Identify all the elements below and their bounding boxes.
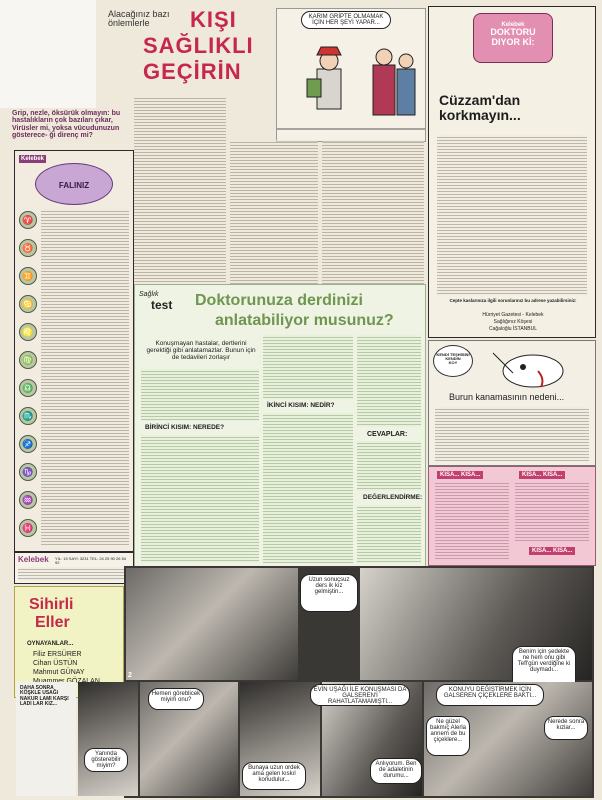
caption-2: Benim için şedekte ne hem onu gibi Tefl'gün verdiğine ki duymadı... <box>512 646 576 694</box>
horoscope-badge: Kelebek <box>21 156 45 162</box>
headline-lead: Alacağınız bazı önlemlerle <box>108 9 170 29</box>
masthead-info: YIL: 15 SAYI: 3231 TEL: 24 25 90 26 54 92 <box>55 556 127 566</box>
sihirli-title-1: Sihirli <box>29 596 74 613</box>
horoscope-column <box>14 150 134 552</box>
caption-6: Bunaya uzun ordek ama gelen kıskıl konudulur... <box>242 762 306 790</box>
test-tag-1: Sağlık <box>139 291 159 298</box>
article-column-3 <box>322 140 424 284</box>
nosebleed-badge-2: KENDİN <box>445 356 461 362</box>
caption-7: EVİN UŞAĞI İLE KONUŞMASI DA GALSEREN'İ RAHATLATAMAMIŞTI... <box>310 684 410 706</box>
zodiac-sign-icon: ♒ <box>19 491 37 509</box>
sihirli-cast-2: Cihan ÜSTÜN <box>33 660 78 667</box>
test-part2-options <box>263 413 353 563</box>
caption-9: KONUYU DEĞİŞTİRMEK İÇİN GALSEREN ÇİÇEKLERE BAKTI... <box>436 684 544 706</box>
doctor-address-1: Hürriyet Gazetesi - Kelebek <box>482 312 544 318</box>
sihirli-cast-1: Filiz ERSÜRER <box>33 651 82 658</box>
nosebleed-headline: Burun kanamasının nedeni... <box>449 392 565 402</box>
horoscope-title: FALINIZ <box>58 181 90 190</box>
cartoon-panel <box>276 8 426 142</box>
test-part1: BİRİNCİ KISIM: NEREDE? <box>145 424 225 431</box>
test-eval <box>357 505 421 563</box>
horoscope-title-badge <box>35 163 113 205</box>
test-section <box>134 284 426 572</box>
doctor-footer: Cepte kaslarınıza ilgili sorunlarınız bu adrese yazabilirsiniz: <box>449 298 577 303</box>
kisa-kisa-box <box>428 466 596 566</box>
doctor-article <box>437 135 587 295</box>
masthead-name: Kelebek <box>18 555 49 564</box>
zodiac-sign-icon: ♋ <box>19 295 37 313</box>
doctor-address-2: Sağlığınız Köşesi <box>493 319 533 325</box>
kisa-label-2: KISA... KISA... <box>519 471 565 479</box>
intro-text: Grip, nezle, öksürük olmayın: bu hastalıkların çok bazıları çıkar, Virüsler mi, yoksa vücudunuzun gösterece- ği direnç mi? <box>12 110 121 140</box>
photo-3 <box>78 682 138 796</box>
nosebleed-article <box>435 407 589 461</box>
horoscope-text <box>41 209 129 545</box>
zodiac-sign-icon: ♑ <box>19 463 37 481</box>
caption-10: Ne güzel bakmıç Alerla annem de bu çiçeklere... <box>426 716 470 756</box>
zodiac-sign-icon: ♍ <box>19 351 37 369</box>
headline-title-3: GEÇİRİN <box>143 59 242 84</box>
headline-title-1: KIŞI <box>190 7 237 32</box>
caption-5: Hemen göreblicek miyim onu? <box>148 688 204 710</box>
masthead-box <box>14 552 134 584</box>
nosebleed-badge-1: KENDİ TEŞHİSİNİ <box>436 352 470 357</box>
kisa-text-2 <box>515 481 589 543</box>
test-title-2: anlatabiliyor musunuz? <box>215 312 394 329</box>
zodiac-sign-icon: ♉ <box>19 239 37 257</box>
test-text-1 <box>141 369 259 421</box>
kisa-label-3: KISA... KISA... <box>529 547 575 555</box>
doctor-badge-line3: DIYOR Kİ: <box>491 36 535 47</box>
test-title-1: Doktorunuza derdinizi <box>195 292 363 309</box>
zodiac-icon-list <box>19 211 39 547</box>
doctor-badge-line1: Kelebek <box>501 22 525 28</box>
blank-corner <box>0 0 96 108</box>
zodiac-sign-icon: ♎ <box>19 379 37 397</box>
article-column-2 <box>230 140 318 284</box>
caption-8: Anlıyorum. Ben de adaletinin durumu... <box>370 758 422 784</box>
doctor-address-3: Cağaloğlu İSTANBUL <box>489 326 537 332</box>
test-part1-options <box>141 435 259 563</box>
zodiac-sign-icon: ♊ <box>19 267 37 285</box>
headline-title-2: SAĞLIKLI <box>143 33 254 58</box>
zodiac-sign-icon: ♈ <box>19 211 37 229</box>
caption-3: DAHA SONRA KÖŞKLE USAĞI NAKUR LAMI KARŞI LADI LAR KIZ... <box>20 685 69 707</box>
sihirli-cast-3: Mahmut GÜNAY <box>33 669 85 676</box>
doctor-headline: Cüzzam'dan korkmayın... <box>439 92 521 124</box>
nosebleed-box <box>428 340 596 466</box>
zodiac-sign-icon: ♌ <box>19 323 37 341</box>
test-part2: İKİNCİ KISIM: NEDİR? <box>267 402 335 409</box>
test-answers-title: CEVAPLAR: <box>367 431 408 438</box>
sihirli-cast-label: OYNAYANLAR... <box>27 641 74 647</box>
zodiac-sign-icon: ♏ <box>19 407 37 425</box>
nosebleed-badge-3: KOY <box>448 360 458 366</box>
cartoon-drawing <box>277 29 425 139</box>
test-tag-2: test <box>151 298 173 312</box>
caption-11: Nerede sonra kızlar... <box>544 716 588 740</box>
caption-4: Yanında gösterebilir miyim? <box>84 748 128 772</box>
photo-3-frame <box>16 682 76 796</box>
zodiac-sign-icon: ♐ <box>19 435 37 453</box>
sihirli-title-2: Eller <box>35 614 70 631</box>
cartoon-bubble: KARIM GRİPTE OLMAMAK İÇİN HER ŞEYİ YAPAR... <box>301 11 391 29</box>
photo-1 <box>126 568 298 680</box>
zodiac-sign-icon: ♓ <box>19 519 37 537</box>
nosebleed-badge <box>433 345 473 377</box>
test-intro: Konuşmayan hastalar, dertlerini gerektiği gibi anlatamazlar. Bunun için de tedavileri zorlaşır <box>146 340 256 361</box>
masthead-lines <box>18 567 130 581</box>
article-column-1 <box>134 96 226 284</box>
test-text-2 <box>263 335 353 399</box>
nosebleed-drawing <box>483 343 583 393</box>
test-text-3 <box>357 335 421 427</box>
test-answers <box>357 441 421 491</box>
test-eval-title: DEĞERLENDİRME: <box>363 494 423 501</box>
doctor-badge-line2: DOKTORU <box>490 27 536 38</box>
kisa-text-1 <box>435 481 509 559</box>
caption-1: Uzun sonuçsuz ders ik kız gelmiştin... <box>300 574 358 612</box>
doctor-box <box>428 6 596 338</box>
kisa-label-1: KISA... KISA... <box>437 471 483 479</box>
doctor-badge <box>473 13 553 63</box>
photo-strip-number: 2 <box>128 672 132 679</box>
